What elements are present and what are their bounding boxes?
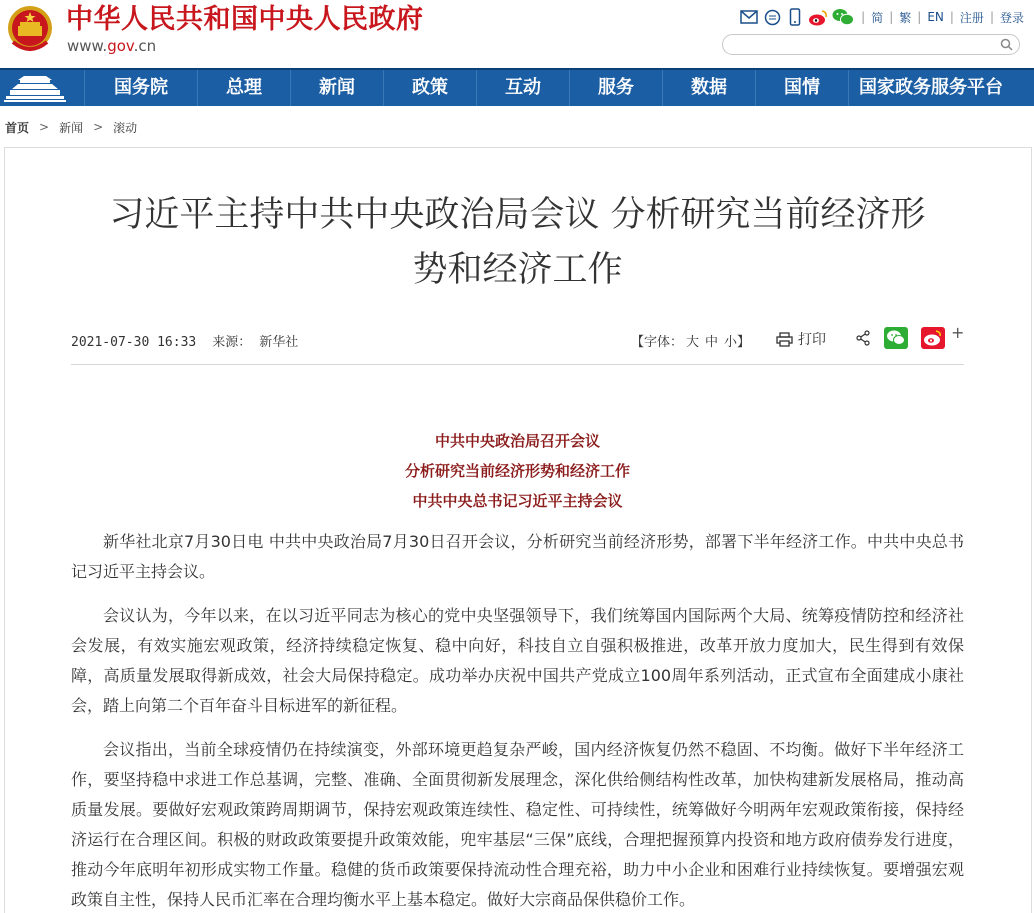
- subhead-line: 中共中央政治局召开会议: [434, 432, 600, 450]
- search-input[interactable]: [722, 34, 1020, 55]
- breadcrumb-scroll[interactable]: 滚动: [113, 120, 138, 135]
- site-title[interactable]: 中华人民共和国中央人民政府: [66, 4, 424, 35]
- printer-icon: [776, 332, 793, 347]
- breadcrumb: [5, 118, 137, 136]
- separator: |: [917, 10, 922, 24]
- login-link[interactable]: 登录: [999, 10, 1024, 25]
- domain-main: gov: [107, 37, 134, 55]
- font-label: 【字体：: [631, 335, 684, 350]
- article-body: [71, 527, 964, 913]
- weibo-icon[interactable]: [808, 7, 828, 27]
- nav-data[interactable]: 数据: [662, 70, 755, 106]
- separator: |: [889, 10, 894, 24]
- font-medium-button[interactable]: 中: [705, 335, 719, 350]
- separator: |: [861, 10, 866, 24]
- nav-gov-service-platform[interactable]: 国家政务服务平台: [848, 70, 1013, 106]
- wechat-icon[interactable]: [831, 7, 855, 27]
- font-size-control: [631, 331, 753, 350]
- breadcrumb-news[interactable]: 新闻: [59, 120, 84, 135]
- source-name: 新华社: [259, 335, 299, 350]
- mail-icon[interactable]: [739, 7, 759, 27]
- article-title: [70, 188, 965, 298]
- more-share-button[interactable]: +: [951, 323, 965, 342]
- source-label: 来源：: [212, 335, 252, 350]
- simplified-chinese-link[interactable]: 简: [871, 10, 884, 25]
- article-title-line2: 势和经济工作: [412, 250, 623, 290]
- site-header: [0, 0, 1034, 68]
- article-meta: [71, 323, 965, 365]
- main-nav: [0, 68, 1034, 106]
- publish-info: [71, 331, 298, 350]
- traditional-chinese-link[interactable]: 繁: [899, 10, 912, 25]
- article-paragraph: 会议认为，今年以来，在以习近平同志为核心的党中央坚强领导下，我们统筹国内国际两个大局、统筹疫情防控和经济社会发展，有效实施宏观政策，经济持续稳定恢复、稳中向好，科技自立自强积极推进，改革开放力度加大，民生得到有效保障，高质量发展取得新成效，社会大局保持稳定。成功举办庆祝中国共产党成立100周年系列活动，正式宣布全面建成小康社会，踏上向第二个百年奋斗目标进军的新征程。: [71, 606, 964, 715]
- print-label: 打印: [798, 332, 826, 348]
- nav-services[interactable]: 服务: [569, 70, 662, 106]
- national-emblem-icon[interactable]: [5, 4, 55, 56]
- nav-policy[interactable]: 政策: [383, 70, 476, 106]
- message-icon[interactable]: [762, 7, 782, 27]
- register-link[interactable]: 注册: [959, 10, 984, 25]
- nav-national-info[interactable]: 国情: [755, 70, 848, 106]
- font-large-button[interactable]: 大: [686, 335, 700, 350]
- tiananmen-home-icon[interactable]: [0, 70, 70, 106]
- font-small-button[interactable]: 小】: [724, 335, 751, 350]
- article-paragraph: 会议指出，当前全球疫情仍在持续演变，外部环境更趋复杂严峻，国内经济恢复仍然不稳固、不均衡。做好下半年经济工作，要坚持稳中求进工作总基调，完整、准确、全面贯彻新发展理念，深化供给侧结构性改革，加快构建新发展格局，推动高质量发展。要做好宏观政策跨周期调节，保持宏观政策连续性、稳定性、可持续性，统筹做好今明两年宏观政策衔接，保持经济运行在合理区间。积极的财政政策要提升政策效能，兜牢基层“三保”底线，合理把握预算内投资和地方政府债券发行进度，推动今年底明年初形成实物工作量。稳健的货币政策要保持流动性合理充裕，助力中小企业和困难行业持续恢复。要增强宏观政策自主性，保持人民币汇率在合理均衡水平上基本稳定。做好大宗商品保供稳价工作。: [71, 740, 964, 909]
- site-domain[interactable]: [67, 36, 156, 56]
- print-button[interactable]: [776, 329, 826, 349]
- subhead-line: 分析研究当前经济形势和经济工作: [404, 462, 630, 480]
- domain-suffix: .cn: [133, 37, 157, 55]
- article-title-line1: 习近平主持中共中央政治局会议 分析研究当前经济形: [109, 195, 926, 235]
- subhead-line: 中共中央总书记习近平主持会议: [412, 492, 623, 510]
- domain-prefix: www.: [67, 37, 108, 55]
- nav-state-council[interactable]: 国务院: [84, 70, 197, 106]
- weibo-share-icon[interactable]: [921, 327, 945, 349]
- article-subheads: [71, 426, 964, 516]
- search-icon[interactable]: [1000, 38, 1013, 51]
- top-links: [736, 6, 1024, 28]
- mobile-icon[interactable]: [785, 7, 805, 27]
- breadcrumb-home[interactable]: 首页: [5, 120, 30, 135]
- separator: |: [949, 10, 954, 24]
- wechat-share-icon[interactable]: [884, 327, 908, 349]
- article-paragraph: 新华社北京7月30日电 中共中央政治局7月30日召开会议，分析研究当前经济形势，部署下半年经济工作。中共中央总书记习近平主持会议。: [71, 532, 964, 581]
- publish-datetime: 2021-07-30 16:33: [71, 335, 197, 350]
- english-link[interactable]: EN: [927, 10, 944, 24]
- breadcrumb-separator: >: [39, 120, 50, 134]
- separator: |: [989, 10, 994, 24]
- nav-premier[interactable]: 总理: [197, 70, 290, 106]
- breadcrumb-separator: >: [93, 120, 104, 134]
- nav-items: [84, 70, 1013, 106]
- nav-news[interactable]: 新闻: [290, 70, 383, 106]
- share-icon[interactable]: [855, 330, 871, 346]
- nav-interaction[interactable]: 互动: [476, 70, 569, 106]
